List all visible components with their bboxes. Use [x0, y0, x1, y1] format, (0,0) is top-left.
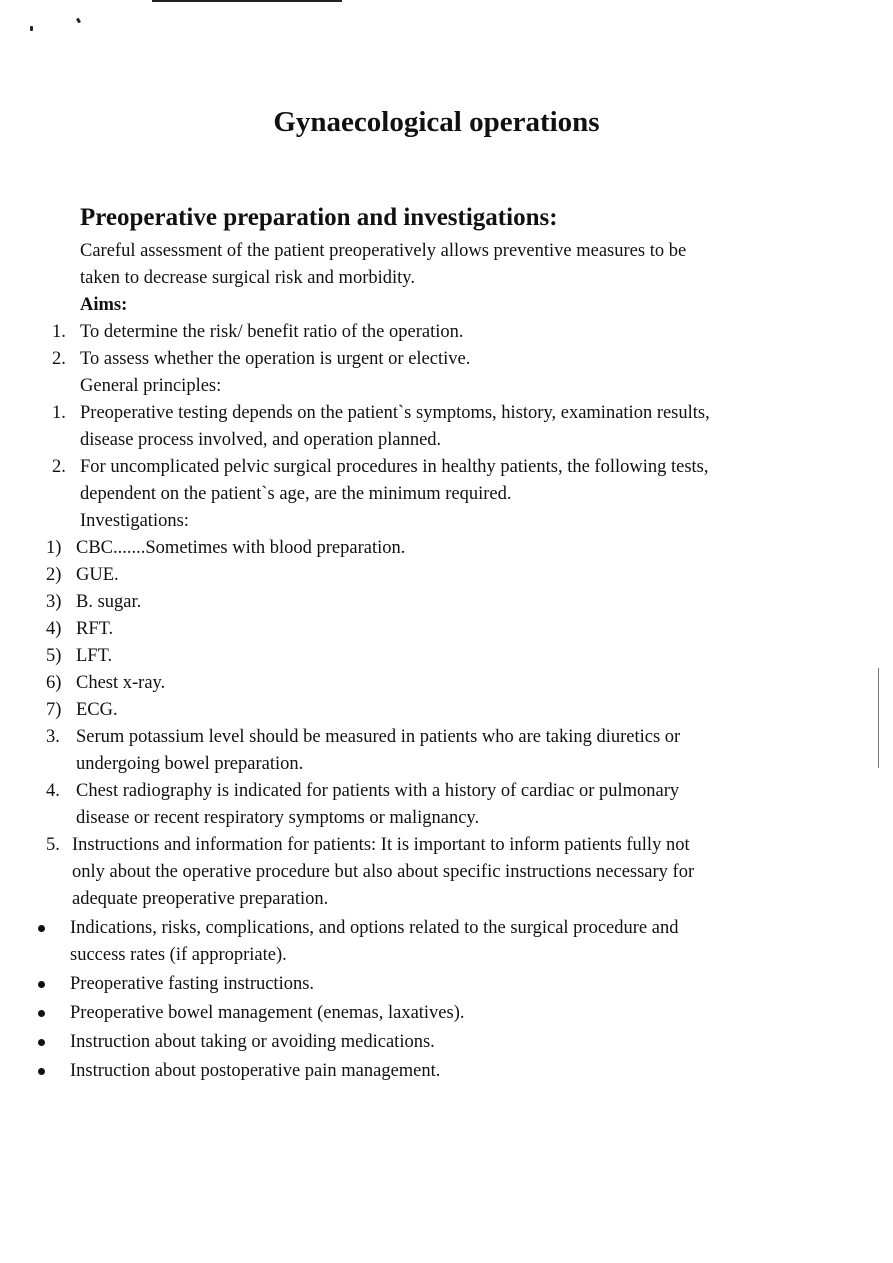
list-marker: 1) — [46, 538, 62, 558]
list-marker: 6) — [46, 673, 62, 693]
page-title: Gynaecological operations — [273, 106, 600, 138]
list-marker: 3) — [46, 592, 62, 612]
principle-text: Serum potassium level should be measured in patients who are taking diuretics or — [76, 727, 681, 747]
investigation-text: GUE. — [76, 565, 119, 585]
list-marker: 7) — [46, 700, 62, 720]
principle-text: Instructions and information for patients: It is important to inform patients fully not — [72, 835, 690, 855]
intro-line: taken to decrease surgical risk and morbidity. — [80, 268, 415, 288]
list-marker: 4) — [46, 619, 62, 639]
principle-text: disease or recent respiratory symptoms or malignancy. — [76, 808, 480, 828]
aim-text: To assess whether the operation is urgent or elective. — [80, 349, 471, 369]
principle-text: Chest radiography is indicated for patients with a history of cardiac or pulmonary — [76, 781, 680, 801]
investigation-text: LFT. — [76, 646, 113, 666]
scan-speck — [76, 18, 81, 24]
bullet-text: Preoperative fasting instructions. — [70, 974, 315, 994]
investigation-item — [0, 616, 893, 643]
principle-text: adequate preoperative preparation. — [72, 889, 329, 909]
list-marker: 5. — [46, 835, 60, 855]
principle-item — [0, 832, 893, 913]
investigations-label: Investigations: — [80, 511, 189, 531]
bullet-text: Instruction about postoperative pain management. — [70, 1061, 441, 1081]
list-marker: 1. — [52, 403, 66, 423]
bullet-icon — [38, 981, 45, 988]
bullet-item — [0, 915, 893, 969]
principle-text: For uncomplicated pelvic surgical procedures in healthy patients, the following tests, — [80, 457, 709, 477]
principle-text: only about the operative procedure but also about specific instructions necessary for — [72, 862, 695, 882]
bullet-icon — [38, 1068, 45, 1075]
list-marker: 1. — [52, 322, 66, 342]
list-marker: 3. — [46, 727, 60, 747]
bullet-text: Instruction about taking or avoiding medications. — [70, 1032, 435, 1052]
aim-item — [0, 346, 893, 373]
bullet-item — [0, 1029, 893, 1056]
investigation-item — [0, 535, 893, 562]
principle-text: Preoperative testing depends on the patient`s symptoms, history, examination results, — [80, 403, 710, 423]
bullet-icon — [38, 925, 45, 932]
investigation-item — [0, 697, 893, 724]
investigation-item — [0, 643, 893, 670]
investigation-text: CBC.......Sometimes with blood preparation. — [76, 538, 406, 558]
investigation-text: Chest x-ray. — [76, 673, 166, 693]
principle-text: dependent on the patient`s age, are the minimum required. — [80, 484, 512, 504]
investigation-text: ECG. — [76, 700, 118, 720]
aim-text: To determine the risk/ benefit ratio of the operation. — [80, 322, 464, 342]
principle-item — [0, 724, 893, 778]
principle-item — [0, 778, 893, 832]
bullet-text: Preoperative bowel management (enemas, laxatives). — [70, 1003, 465, 1023]
principle-text: disease process involved, and operation planned. — [80, 430, 442, 450]
investigation-item — [0, 589, 893, 616]
investigation-text: B. sugar. — [76, 592, 142, 612]
principle-item — [0, 400, 893, 454]
principle-item — [0, 454, 893, 508]
section-heading: Preoperative preparation and investigations: — [80, 204, 558, 231]
investigation-item — [0, 670, 893, 697]
list-marker: 4. — [46, 781, 60, 801]
bullet-item — [0, 971, 893, 998]
bullet-text: Indications, risks, complications, and options related to the surgical procedure and — [70, 918, 679, 938]
bullet-item — [0, 1000, 893, 1027]
scan-top-rule — [152, 0, 342, 2]
scan-speck — [30, 26, 33, 31]
bullet-text: success rates (if appropriate). — [70, 945, 287, 965]
principle-text: undergoing bowel preparation. — [76, 754, 304, 774]
list-marker: 5) — [46, 646, 62, 666]
aims-heading: Aims: — [80, 295, 128, 315]
list-marker: 2. — [52, 457, 66, 477]
bullet-icon — [38, 1010, 45, 1017]
aim-item — [0, 319, 893, 346]
investigation-item — [0, 562, 893, 589]
list-marker: 2. — [52, 349, 66, 369]
investigation-text: RFT. — [76, 619, 114, 639]
bullet-icon — [38, 1039, 45, 1046]
list-marker: 2) — [46, 565, 62, 585]
general-principles-label: General principles: — [80, 376, 222, 396]
intro-line: Careful assessment of the patient preoperatively allows preventive measures to be — [80, 241, 687, 261]
bullet-item — [0, 1058, 893, 1085]
document-body — [0, 238, 893, 1085]
